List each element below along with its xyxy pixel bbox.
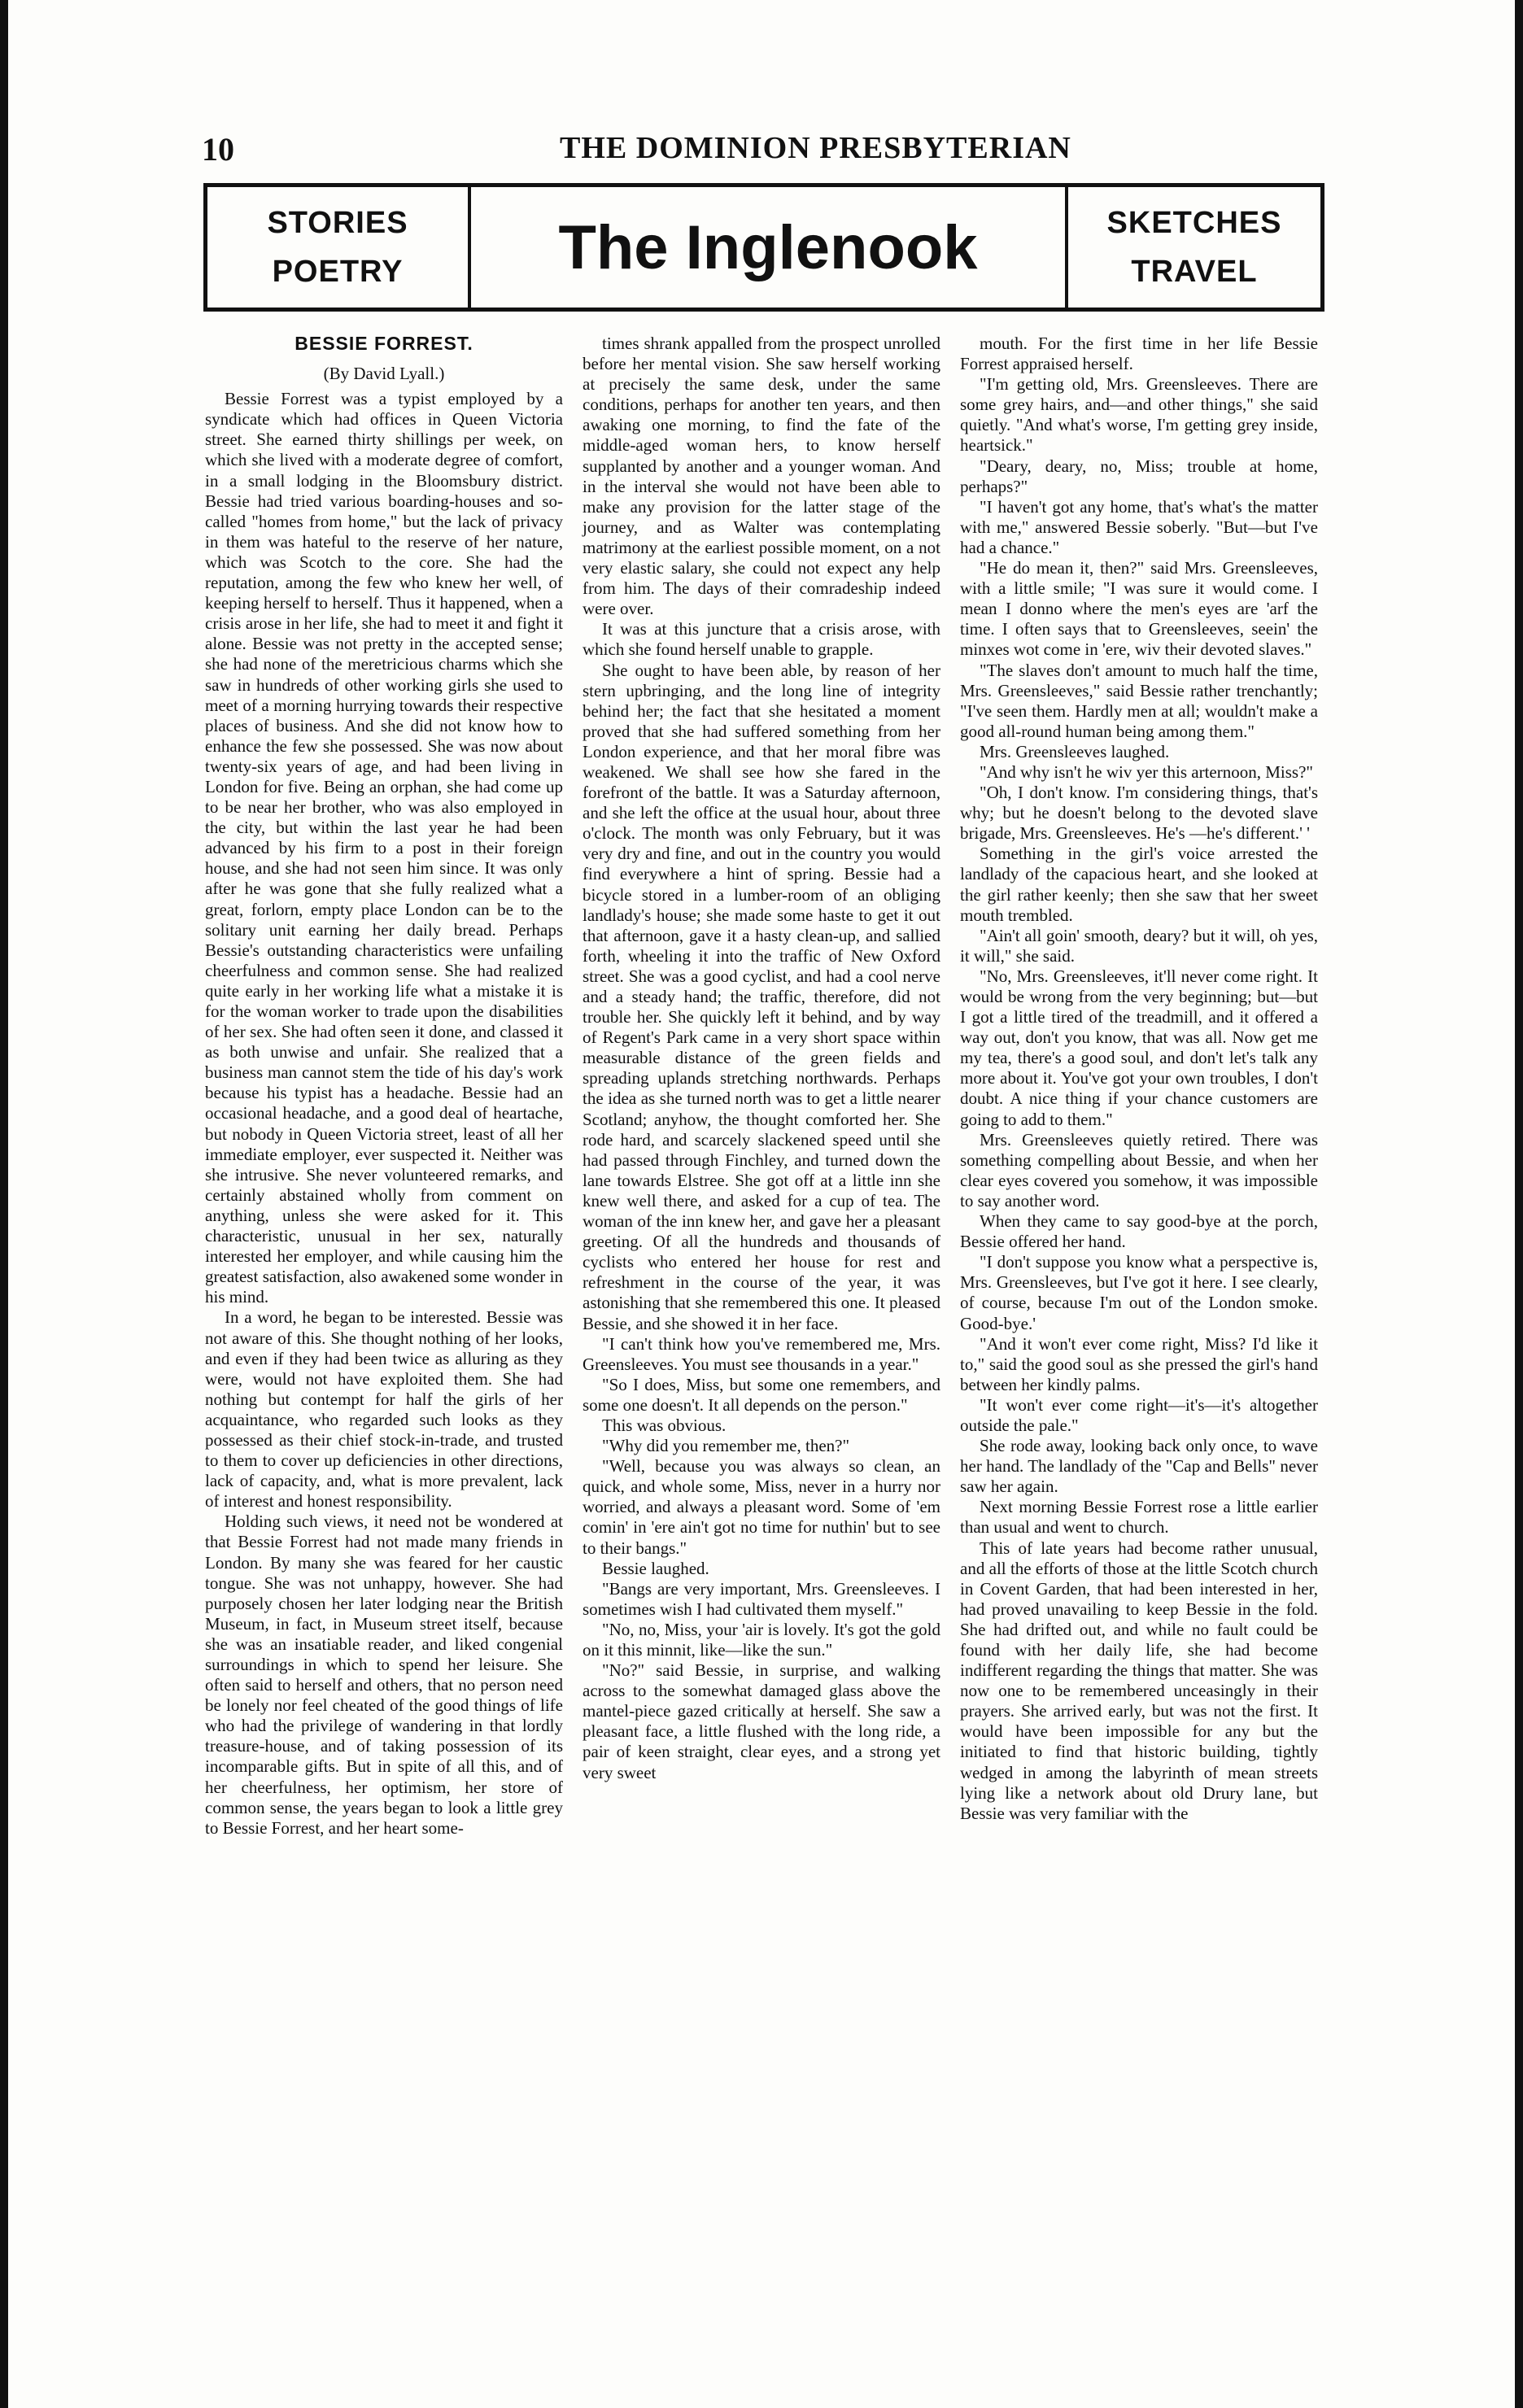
article-paragraph: "Bangs are very important, Mrs. Greensleeves. I sometimes wish I had cultivated them myself."	[583, 1578, 940, 1619]
article-paragraph: "Oh, I don't know. I'm considering things, that's why; but he doesn't belong to the devoted slave brigade, Mrs. Greensleeves. He's —he's different.' '	[960, 783, 1318, 844]
masthead-poetry: POETRY	[272, 255, 404, 289]
page-number: 10	[202, 131, 234, 168]
article-paragraph: "Deary, deary, no, Miss; trouble at home, perhaps?"	[960, 456, 1318, 496]
column-3	[960, 334, 1318, 1824]
article-paragraph: Something in the girl's voice arrested the landlady of the capacious heart, and she looked at the girl rather keenly; then she saw that her sweet mouth trembled.	[960, 844, 1318, 925]
masthead-sketches: SKETCHES	[1106, 206, 1282, 240]
article-paragraph: "And why isn't he wiv yer this arternoon, Miss?"	[980, 761, 1313, 782]
article-paragraph: In a word, he began to be interested. Bessie was not aware of this. She thought nothing of her looks, and even if they had been twice as alluring as they were, would not have exploited them. She had nothing but contempt for half the girls of her acquaintance, who regarded such looks as they possessed as their chief stock-in-trade, and trusted to them to cover up deficiencies in other directions, lack of capacity, and, what is more prevalent, lack of interest and honest responsibility.	[205, 1307, 563, 1512]
scan-border-right	[1515, 0, 1523, 2408]
column-2-body	[583, 334, 940, 1783]
article-paragraph: Next morning Bessie Forrest rose a little earlier than usual and went to church.	[960, 1497, 1318, 1538]
article-paragraph: She ought to have been able, by reason of her stern upbringing, and the long line of integrity behind her; the fact that she hesitated a moment proved that she had suffered something from her London experience, and that her moral fibre was weakened. We shall see how she fared in the forefront of the battle. It was a Saturday afternoon, and she left the office at the usual hour, about three o'clock. The month was only February, but it was very dry and fine, and out in the country you would find everywhere a hint of spring. Bessie had a bicycle stored in a lumber-room of an obliging landlady's house; she made some haste to get it out that afternoon, gave it a hasty clean-up, and sallied forth, wheeling it into the traffic of New Oxford street. She was a good cyclist, and had a cool nerve and a steady hand; the traffic, therefore, did not trouble her. She quickly left it behind, and by way of Regent's Park came in a very short space within measurable distance of the green fields and spreading uplands stretching northwards. Perhaps the idea as she turned north was to get a little nearer Scotland; anyhow, the thought comforted her. She rode hard, and scarcely slackened speed until she had passed through Finchley, and turned down the lane towards Elstree. She got off at a little inn she knew well there, and asked for a cup of tea. The woman of the inn knew her, and gave her a pleasant greeting. Of all the hundreds and thousands of cyclists who entered her house for rest and refreshment in the course of the year, it was astonishing that she remembered this one. It pleased Bessie, and she showed it in her face.	[583, 660, 940, 1333]
article-paragraph: "I don't suppose you know what a perspective is, Mrs. Greensleeves, but I've got it here. I see clearly, of course, because I'm out of the London smoke. Good-bye.'	[960, 1252, 1318, 1333]
journal-title: THE DOMINION PRESBYTERIAN	[560, 131, 1071, 165]
column-2	[583, 334, 940, 1783]
article-paragraph: times shrank appalled from the prospect unrolled before her mental vision. She saw herself working at precisely the same desk, under the same conditions, perhaps for another ten years, and then awaking one morning, to find the fate of the middle-aged woman hers, to know herself supplanted by another and a younger woman. And in the interval she would not have been able to make any provision for the latter stage of the journey, and as Walter was contemplating matrimony at the earliest possible moment, on a not very elastic salary, she could not expect any help from him. The days of their comradeship indeed were over.	[583, 334, 940, 619]
masthead-stories: STORIES	[267, 206, 408, 240]
article-paragraph: Bessie Forrest was a typist employed by a syndicate which had offices in Queen Victoria street. She earned thirty shillings per week, on which she lived with a moderate degree of comfort, in a small lodging in the Bloomsbury district. Bessie had tried various boarding-houses and so-called "homes from home," but the lack of privacy in them was hateful to the reserve of her nature, which was Scotch to the core. She had the reputation, among the few who knew her well, of keeping herself to herself. Thus it happened, when a crisis arose in her life, she had to meet it and fight it alone. Bessie was not pretty in the accepted sense; she had none of the meretricious charms which she saw in hundreds of other working girls she used to meet of a morning hurrying towards their respective places of business. And she did not know how to enhance the few she possessed. She was now about twenty-six years of age, and had been living in London for five. Being an orphan, she had come up to be near her brother, who was also employed in the city, but within the last year he had been advanced by his firm to a post in their foreign house, and she had not seen him since. It was only after he was gone that she fully realized what a great, forlorn, empty place London can be to the solitary unit earning her daily bread. Perhaps Bessie's outstanding characteristics were unfailing cheerfulness and common sense. She had realized quite early in her working life what a mistake it is for the woman worker to trade upon the disabilities of her sex. She had often seen it done, and classed it as both unwise and unfair. She realized that a business man cannot stem the tide of his day's work because his typist has a headache. Bessie had an occasional headache, and a good deal of heartache, but nobody in Queen Victoria street, least of all her immediate employer, ever suspected it. Neither was she intrusive. She never volunteered remarks, and certainly abstained wholly from comment on anything, unless she were asked for it. This characteristic, unusual in her sex, naturally interested her employer, and while causing him the greatest satisfaction, also awakened some wonder in his mind.	[205, 389, 563, 1307]
article-columns	[205, 334, 1320, 2384]
article-byline: (By David Lyall.)	[323, 364, 445, 384]
article-paragraph: Bessie laughed.	[602, 1558, 709, 1578]
article-paragraph: This of late years had become rather unusual, and all the efforts of those at the little Scotch church in Covent Garden, that had been interested in her, had proved unavailing to keep Bessie in the fold. She had drifted out, and while no fault could be found with her daily life, she had become indifferent regarding the things that matter. She was now one to be remembered unceasingly in their prayers. She arrived early, but was not the first. It would have been impossible for any but the initiated to find that historic building, tightly wedged in among the labyrinth of mean streets lying like a network about old Drury lane, but Bessie was very familiar with the	[960, 1538, 1318, 1823]
masthead-right-box	[1065, 187, 1320, 308]
article-paragraph: "So I does, Miss, but some one remembers, and some one doesn't. It all depends on the person."	[583, 1374, 940, 1415]
article-paragraph: "He do mean it, then?" said Mrs. Greensleeves, with a little smile; "I was sure it would come. I mean I donno where the men's eyes are 'arf the time. I often says that to Greensleeves, seein' the minxes wot come in 'ere, wiv their devoted slaves."	[960, 558, 1318, 660]
article-paragraph: "Ain't all goin' smooth, deary? but it will, oh yes, it will," she said.	[960, 925, 1318, 966]
column-1	[205, 334, 563, 1839]
article-paragraph: "The slaves don't amount to much half the time, Mrs. Greensleeves," said Bessie rather trenchantly; "I've seen them. Hardly men at all; wouldn't make a good all-round human being among them."	[960, 660, 1318, 741]
article-paragraph: It was at this juncture that a crisis arose, with which she found herself unable to grapple.	[583, 619, 940, 660]
article-paragraph: mouth. For the first time in her life Bessie Forrest appraised herself.	[960, 334, 1318, 374]
column-3-body	[960, 334, 1318, 1824]
section-masthead	[203, 183, 1324, 312]
article-paragraph: "I can't think how you've remembered me, Mrs. Greensleeves. You must see thousands in a year."	[583, 1333, 940, 1374]
article-paragraph: "No?" said Bessie, in surprise, and walking across to the somewhat damaged glass above the mantel-piece gazed critically at herself. She saw a pleasant face, a little flushed with the long ride, a pair of keen straight, clear eyes, and a strong yet very sweet	[583, 1660, 940, 1782]
article-paragraph: "Well, because you was always so clean, an quick, and whole some, Miss, never in a hurry nor worried, and always a pleasant word. Some of 'em comin' in 'ere ain't got no time for nuthin' but to see to their bangs."	[583, 1456, 940, 1558]
article-paragraph: When they came to say good-bye at the porch, Bessie offered her hand.	[960, 1211, 1318, 1252]
article-paragraph: "No, Mrs. Greensleeves, it'll never come right. It would be wrong from the very beginning; but—but I got a little tired of the treadmill, and it offered a way out, don't you know, that was all. Now get me my tea, there's a good soul, and don't let's talk any more about it. You've got your own troubles, I don't doubt. A nice thing if your chance customers are going to add to them."	[960, 966, 1318, 1129]
running-head	[202, 130, 1324, 179]
article-paragraph: "I'm getting old, Mrs. Greensleeves. There are some grey hairs, and—and other things," she said quietly. "And what's worse, I'm getting grey inside, heartsick."	[960, 374, 1318, 456]
article-paragraph: "Why did you remember me, then?"	[602, 1436, 850, 1456]
article-paragraph: Mrs. Greensleeves quietly retired. There was something compelling about Bessie, and when her clear eyes covered you somehow, it was impossible to say another word.	[960, 1129, 1318, 1211]
article-paragraph: "It won't ever come right—it's—it's altogether outside the pale."	[960, 1394, 1318, 1435]
article-paragraph: Mrs. Greensleeves laughed.	[980, 741, 1170, 761]
article-paragraph: "And it won't ever come right, Miss? I'd like it to," said the good soul as she pressed the girl's hand between her kindly palms.	[960, 1333, 1318, 1394]
article-paragraph: This was obvious.	[602, 1415, 727, 1435]
article-title: BESSIE FORREST.	[295, 333, 473, 354]
masthead-travel: TRAVEL	[1131, 255, 1258, 289]
article-paragraph: "No, no, Miss, your 'air is lovely. It's got the gold on it this minnit, like—like the sun."	[583, 1619, 940, 1660]
masthead-left-box	[207, 187, 471, 308]
masthead-title: The Inglenook	[558, 212, 978, 282]
article-paragraph: She rode away, looking back only once, to wave her hand. The landlady of the "Cap and Bells" never saw her again.	[960, 1436, 1318, 1497]
article-paragraph: Holding such views, it need not be wondered at that Bessie Forrest had not made many friends in London. By many she was feared for her caustic tongue. She was not unhappy, however. She had purposely chosen her later lodging near the British Museum, in fact, in Museum street itself, because she was an insatiable reader, and liked congenial surroundings in which to spend her leisure. She often said to herself and others, that no person need be lonely nor feel cheated of the good things of life who had the privilege of wandering in that lordly treasure-house, and of taking possession of its incomparable gifts. But in spite of all this, and of her cheerfulness, her optimism, her store of common sense, the years began to look a little grey to Bessie Forrest, and her heart some-	[205, 1512, 563, 1838]
article-paragraph: "I haven't got any home, that's what's the matter with me," answered Bessie soberly. "But—but I've had a chance."	[960, 496, 1318, 557]
column-1-body	[205, 389, 563, 1839]
scan-border-left	[0, 0, 8, 2408]
